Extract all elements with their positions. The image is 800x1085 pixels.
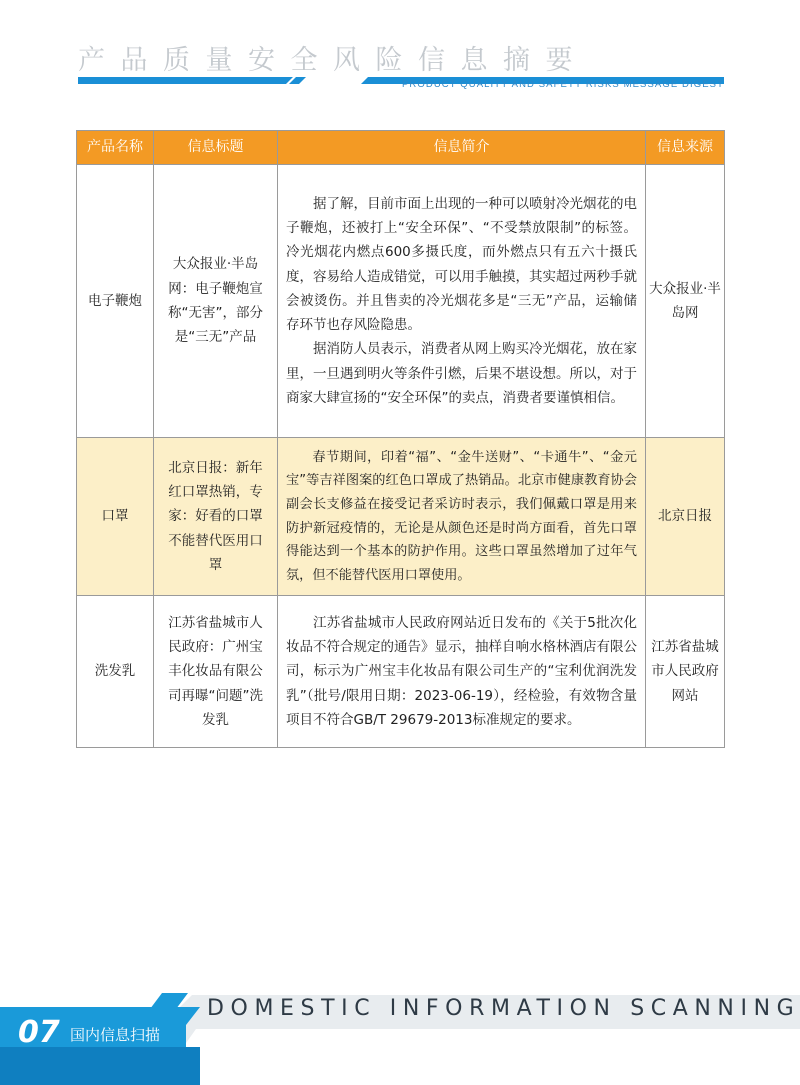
info-summary-cell <box>278 438 646 596</box>
info-summary-cell <box>278 596 646 748</box>
digest-title: 产品质量安全风险信息摘要 <box>78 45 588 76</box>
info-title-cell: 大众报业·半岛网：电子鞭炮宣称“无害”，部分是“三无”产品 <box>154 165 278 438</box>
page-number: 07 <box>18 1015 60 1050</box>
info-source-cell: 大众报业·半岛网 <box>646 165 725 438</box>
column-header-product: 产品名称 <box>77 131 154 165</box>
table-row <box>77 165 725 438</box>
info-source-cell: 北京日报 <box>646 438 725 596</box>
column-header-title: 信息标题 <box>154 131 278 165</box>
product-name-cell: 洗发乳 <box>77 596 154 748</box>
summary-paragraph: 据了解，目前市面上出现的一种可以喷射冷光烟花的电子鞭炮，还被打上“安全环保”、“不受禁放限制”的标签。冷光烟花内燃点600多摄氏度，而外燃点只有五六十摄氏度，容易给人造成错觉，可以用手触摸，其实超过两秒手就会被烫伤。并且售卖的冷光烟花多是“三无”产品，运输储存环节也存风险隐患。 <box>286 195 637 334</box>
table-header-row <box>77 131 725 165</box>
section-label: 国内信息扫描 <box>70 1026 161 1044</box>
table-row <box>77 438 725 596</box>
summary-paragraph: 江苏省盐城市人民政府网站近日发布的《关于5批次化妆品不符合规定的通告》显示，抽样自响水格林酒店有限公司，标示为广州宝丰化妆品有限公司生产的“宝利优润洗发乳”（批号/限用日期：2023-06-19），经检验，有效物含量项目不符合GB/T 29679-2013标准规定的要求。 <box>286 614 637 728</box>
info-source-cell: 江苏省盐城市人民政府网站 <box>646 596 725 748</box>
product-name-cell: 电子鞭炮 <box>77 165 154 438</box>
footer-banner-text: DOMESTIC INFORMATION SCANNING <box>207 996 800 1021</box>
product-name-cell: 口罩 <box>77 438 154 596</box>
summary-paragraph: 春节期间，印着“福”、“金牛送财”、“卡通牛”、“金元宝”等吉祥图案的红色口罩成了热销品。北京市健康教育协会副会长支修益在接受记者采访时表示，我们佩戴口罩是用来防护新冠疫情的，无论是从颜色还是时尚方面看，首先口罩得能达到一个基本的防护作用。这些口罩虽然增加了过年气氛，但不能替代医用口罩使用。 <box>286 449 637 583</box>
column-header-summary: 信息简介 <box>278 131 646 165</box>
summary-paragraph: 据消防人员表示，消费者从网上购买冷光烟花，放在家里，一旦遇到明火等条件引燃，后果不堪设想。所以，对于商家大肆宣扬的“安全环保”的卖点，消费者要谨慎相信。 <box>286 341 637 407</box>
digest-subtitle: PRODUCT QUALITY AND SAFETY RISKS MESSAGE DIGEST <box>402 79 724 90</box>
info-title-cell: 江苏省盐城市人民政府：广州宝丰化妆品有限公司再曝“问题”洗发乳 <box>154 596 278 748</box>
info-title-cell: 北京日报：新年红口罩热销，专家：好看的口罩不能替代医用口罩 <box>154 438 278 596</box>
info-summary-cell <box>278 165 646 438</box>
column-header-source: 信息来源 <box>646 131 725 165</box>
table-row <box>77 596 725 748</box>
risk-info-table <box>76 130 725 748</box>
